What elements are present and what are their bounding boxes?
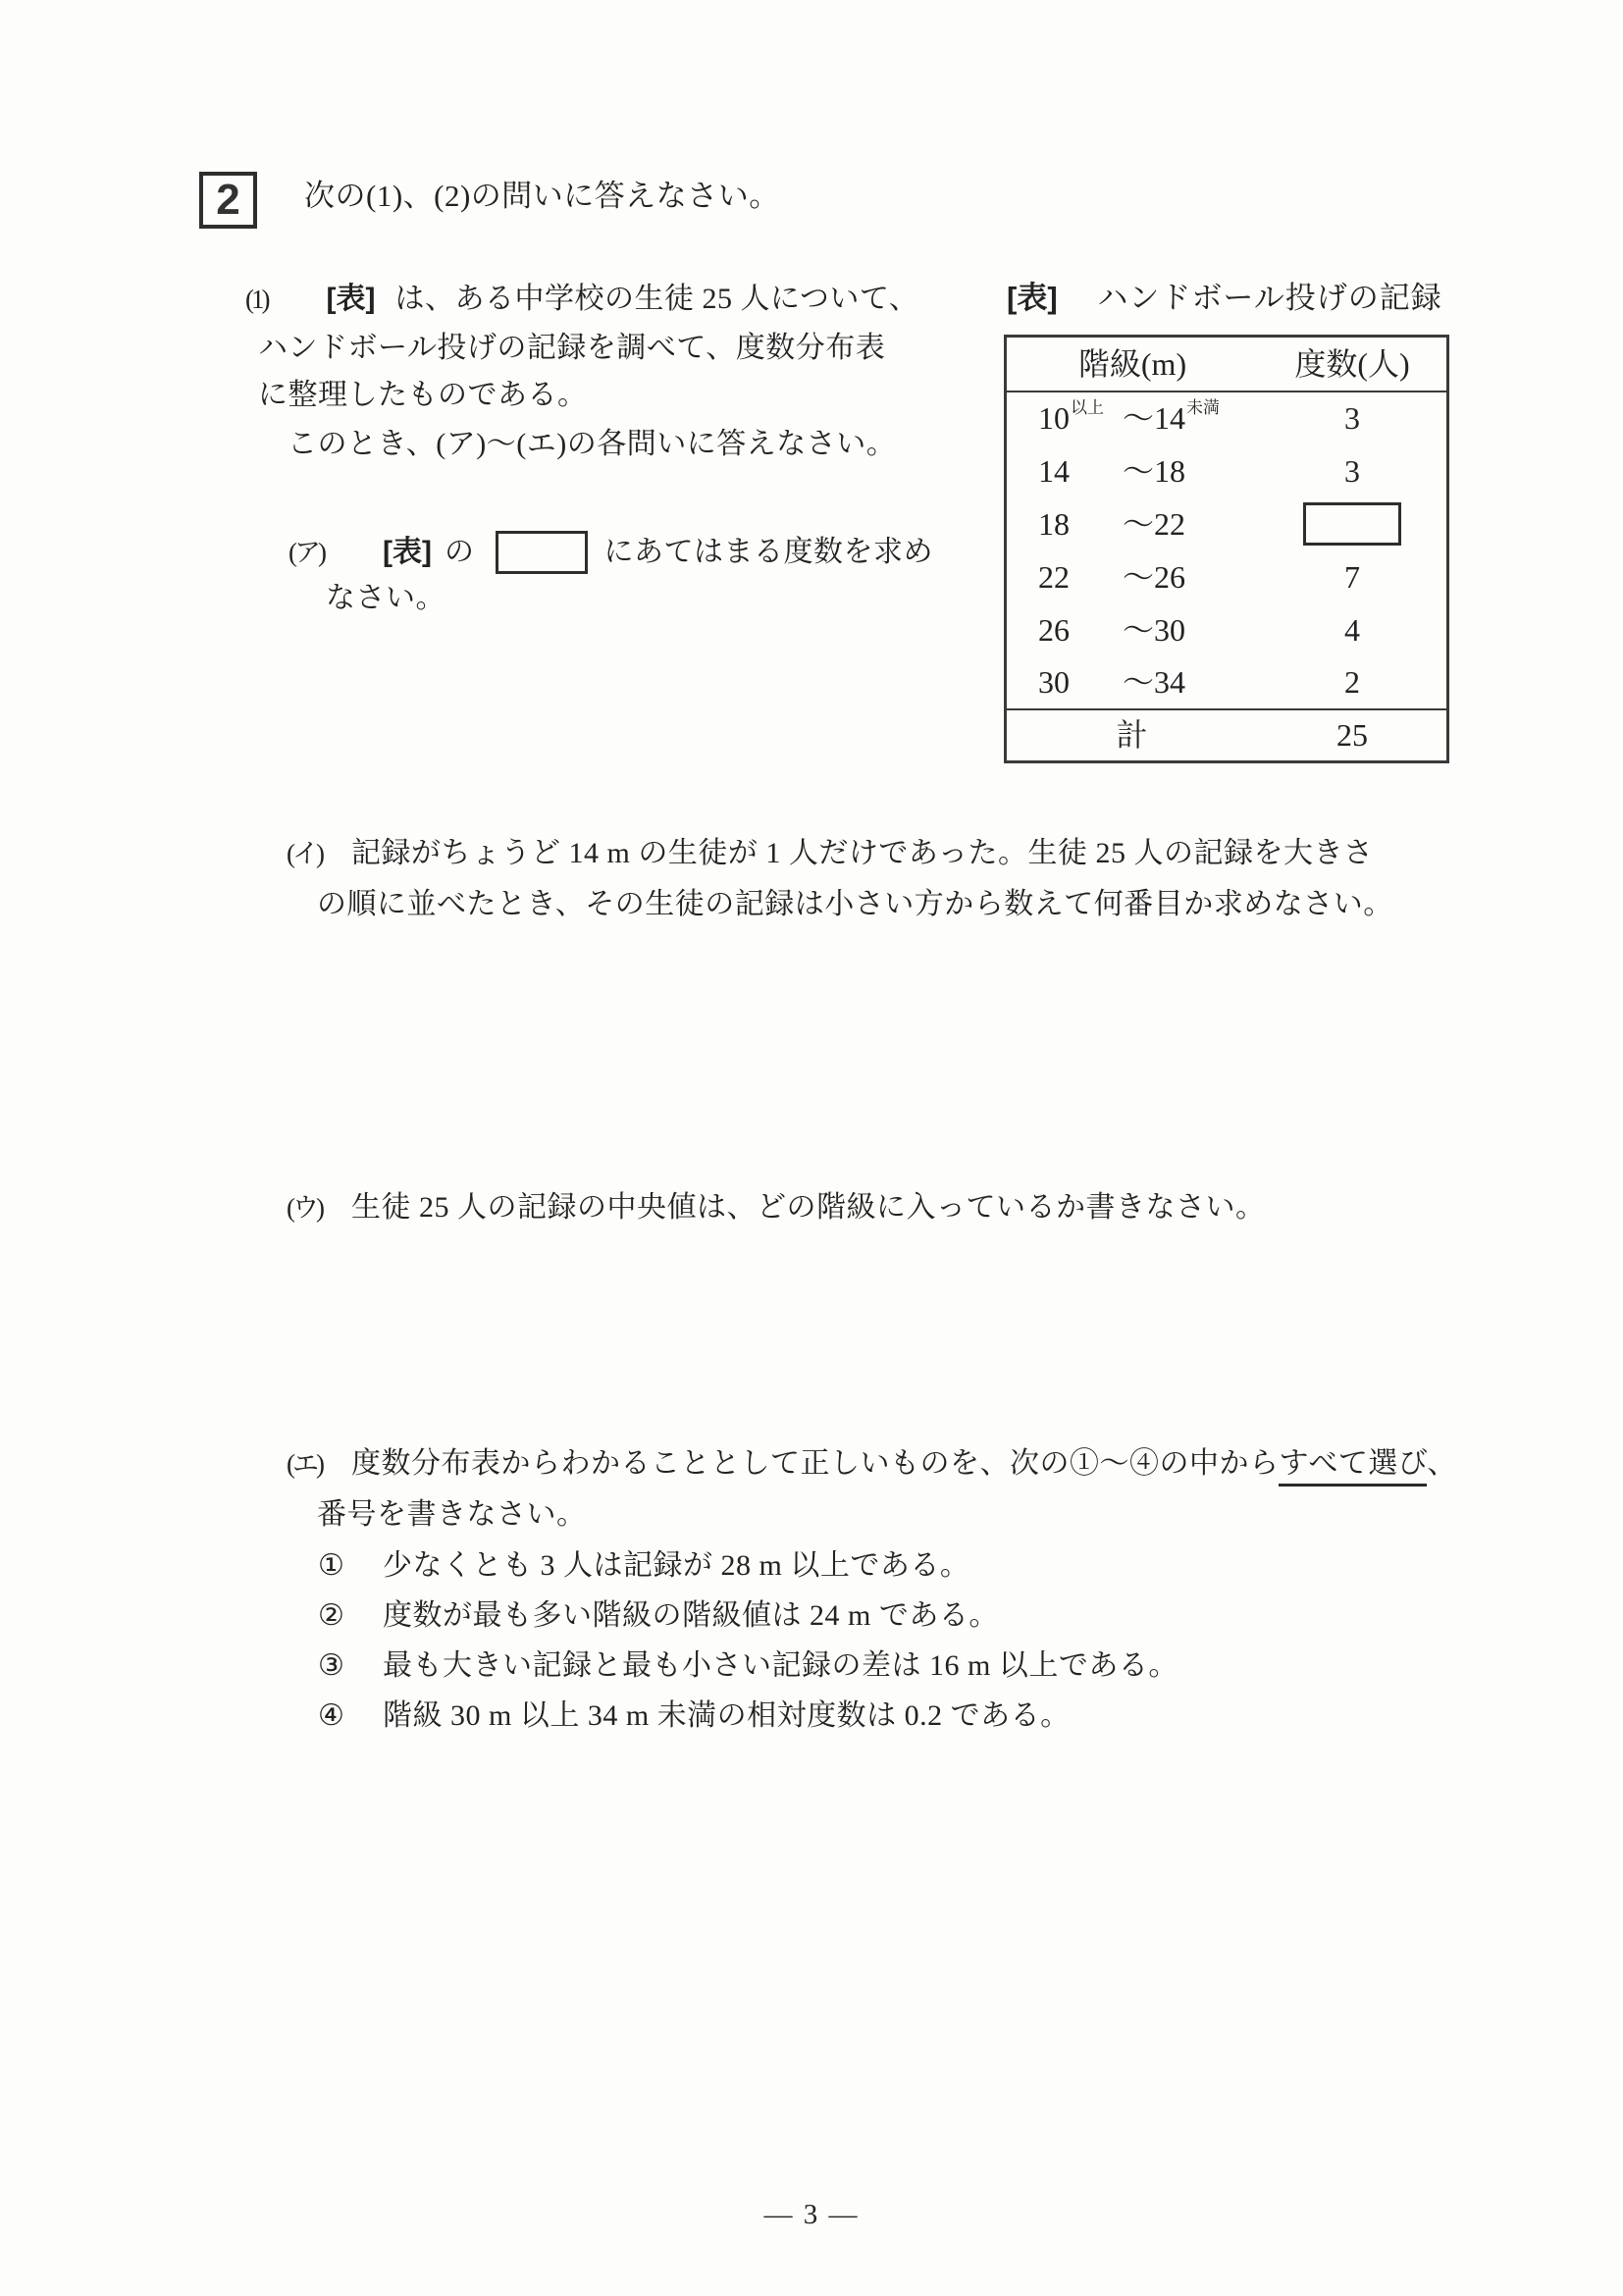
total-value: 25 xyxy=(1258,709,1448,762)
part1-line3: に整理したものである。 xyxy=(258,379,588,411)
frequency-value: 2 xyxy=(1344,664,1360,700)
question-a-line1 xyxy=(288,531,933,574)
choice-2-number: ② xyxy=(318,1599,344,1632)
question-e-underlined: すべて選び xyxy=(1279,1447,1427,1487)
class-range: $10^{以上}$ $\sim 14^{未満}$ xyxy=(1038,398,1221,436)
table-ref-tag: [表] xyxy=(326,283,376,315)
question-i-line1 xyxy=(287,839,1374,868)
frequency-value: 7 xyxy=(1344,558,1360,595)
problem-instruction: 次の(1)、(2)の問いに答えなさい。 xyxy=(304,179,780,213)
table-row xyxy=(1006,444,1448,497)
table-row xyxy=(1006,497,1448,550)
question-a-line2: なさい。 xyxy=(326,582,445,614)
table-row xyxy=(1006,603,1448,656)
question-e-label: (エ) xyxy=(287,1449,322,1479)
table-total-row xyxy=(1006,709,1448,762)
question-u-label: (ウ) xyxy=(287,1193,322,1223)
question-i-line1-text: 記録がちょうど 14 m の生徒が 1 人だけであった。生徒 25 人の記録を大きさ xyxy=(350,837,1374,869)
choice-4-number: ④ xyxy=(318,1699,344,1732)
choice-1 xyxy=(318,1551,969,1581)
choice-4-text: 階級 30 m 以上 34 m 未満の相対度数は 0.2 である。 xyxy=(383,1699,1071,1732)
table-row xyxy=(1006,656,1448,709)
blank-answer-box xyxy=(1303,502,1401,546)
freq-column-header: 度数(人) xyxy=(1258,337,1448,391)
choice-2 xyxy=(318,1601,999,1631)
question-u-line1-text: 生徒 25 人の記録の中央値は、どの階級に入っているか書きなさい。 xyxy=(350,1191,1266,1224)
question-e-line1-tail: 、 xyxy=(1427,1447,1457,1480)
class-column-header: 階級(m) xyxy=(1006,337,1259,391)
question-u-line1 xyxy=(287,1193,1265,1223)
class-range: 26 ～30 xyxy=(1038,611,1186,648)
frequency-value: 4 xyxy=(1344,611,1360,648)
answer-blank-box xyxy=(496,531,588,574)
table-caption xyxy=(1007,283,1442,313)
table-row xyxy=(1006,550,1448,603)
part1-line1-text: は、ある中学校の生徒 25 人について、 xyxy=(394,283,919,315)
class-range: 18 ～22 xyxy=(1038,505,1186,542)
choice-1-text: 少なくとも 3 人は記録が 28 m 以上である。 xyxy=(383,1549,970,1582)
part1-line2: ハンドボール投げの記録を調べて、度数分布表 xyxy=(258,332,886,364)
choice-3-text: 最も大きい記録と最も小さい記録の差は 16 m 以上である。 xyxy=(383,1649,1178,1682)
choice-3 xyxy=(318,1651,1178,1681)
frequency-table xyxy=(1004,335,1449,763)
lower-bound-suffix: 以上 xyxy=(1071,398,1104,418)
choice-3-number: ③ xyxy=(318,1649,344,1682)
class-range: 14 ～18 xyxy=(1038,452,1186,489)
choice-1-number: ① xyxy=(318,1549,344,1582)
question-a-after-box: にあてはまる度数を求め xyxy=(603,536,933,568)
problem-number-box xyxy=(199,172,257,229)
problem-number: 2 xyxy=(216,176,240,224)
question-e-line1 xyxy=(287,1449,1457,1479)
question-a-before-box: の xyxy=(444,536,475,568)
choice-2-text: 度数が最も多い階級の階級値は 24 m である。 xyxy=(383,1599,999,1632)
class-range: 30 ～34 xyxy=(1038,664,1186,700)
class-range: 22 ～26 xyxy=(1038,558,1186,595)
frequency-value: 3 xyxy=(1344,400,1360,436)
part1-label: (1) xyxy=(245,285,268,314)
question-a-table-tag: [表] xyxy=(382,536,432,568)
page-number: — 3 — xyxy=(763,2199,860,2230)
table-caption-title: ハンドボール投げの記録 xyxy=(1097,281,1442,315)
frequency-value: 3 xyxy=(1344,452,1360,489)
table-row xyxy=(1006,391,1448,444)
question-a-label: (ア) xyxy=(288,537,324,567)
question-e-line1-head: 度数分布表からわかることとして正しいものを、次の①～④の中から xyxy=(350,1447,1280,1480)
question-i-line2: の順に並べたとき、その生徒の記録は小さい方から数えて何番目か求めなさい。 xyxy=(317,888,1393,920)
total-label: 計 xyxy=(1006,709,1259,762)
table-header-row xyxy=(1006,337,1448,391)
frequency-blank-cell xyxy=(1258,497,1448,550)
upper-bound-suffix: 未満 xyxy=(1186,398,1221,418)
question-e-line2: 番号を書きなさい。 xyxy=(317,1498,587,1531)
part1-line4: このとき、(ア)～(エ)の各問いに答えなさい。 xyxy=(288,428,897,460)
choice-4 xyxy=(318,1701,1071,1731)
table-caption-tag: [表] xyxy=(1007,281,1058,315)
question-i-label: (イ) xyxy=(287,839,322,868)
part1-line1 xyxy=(245,285,918,314)
